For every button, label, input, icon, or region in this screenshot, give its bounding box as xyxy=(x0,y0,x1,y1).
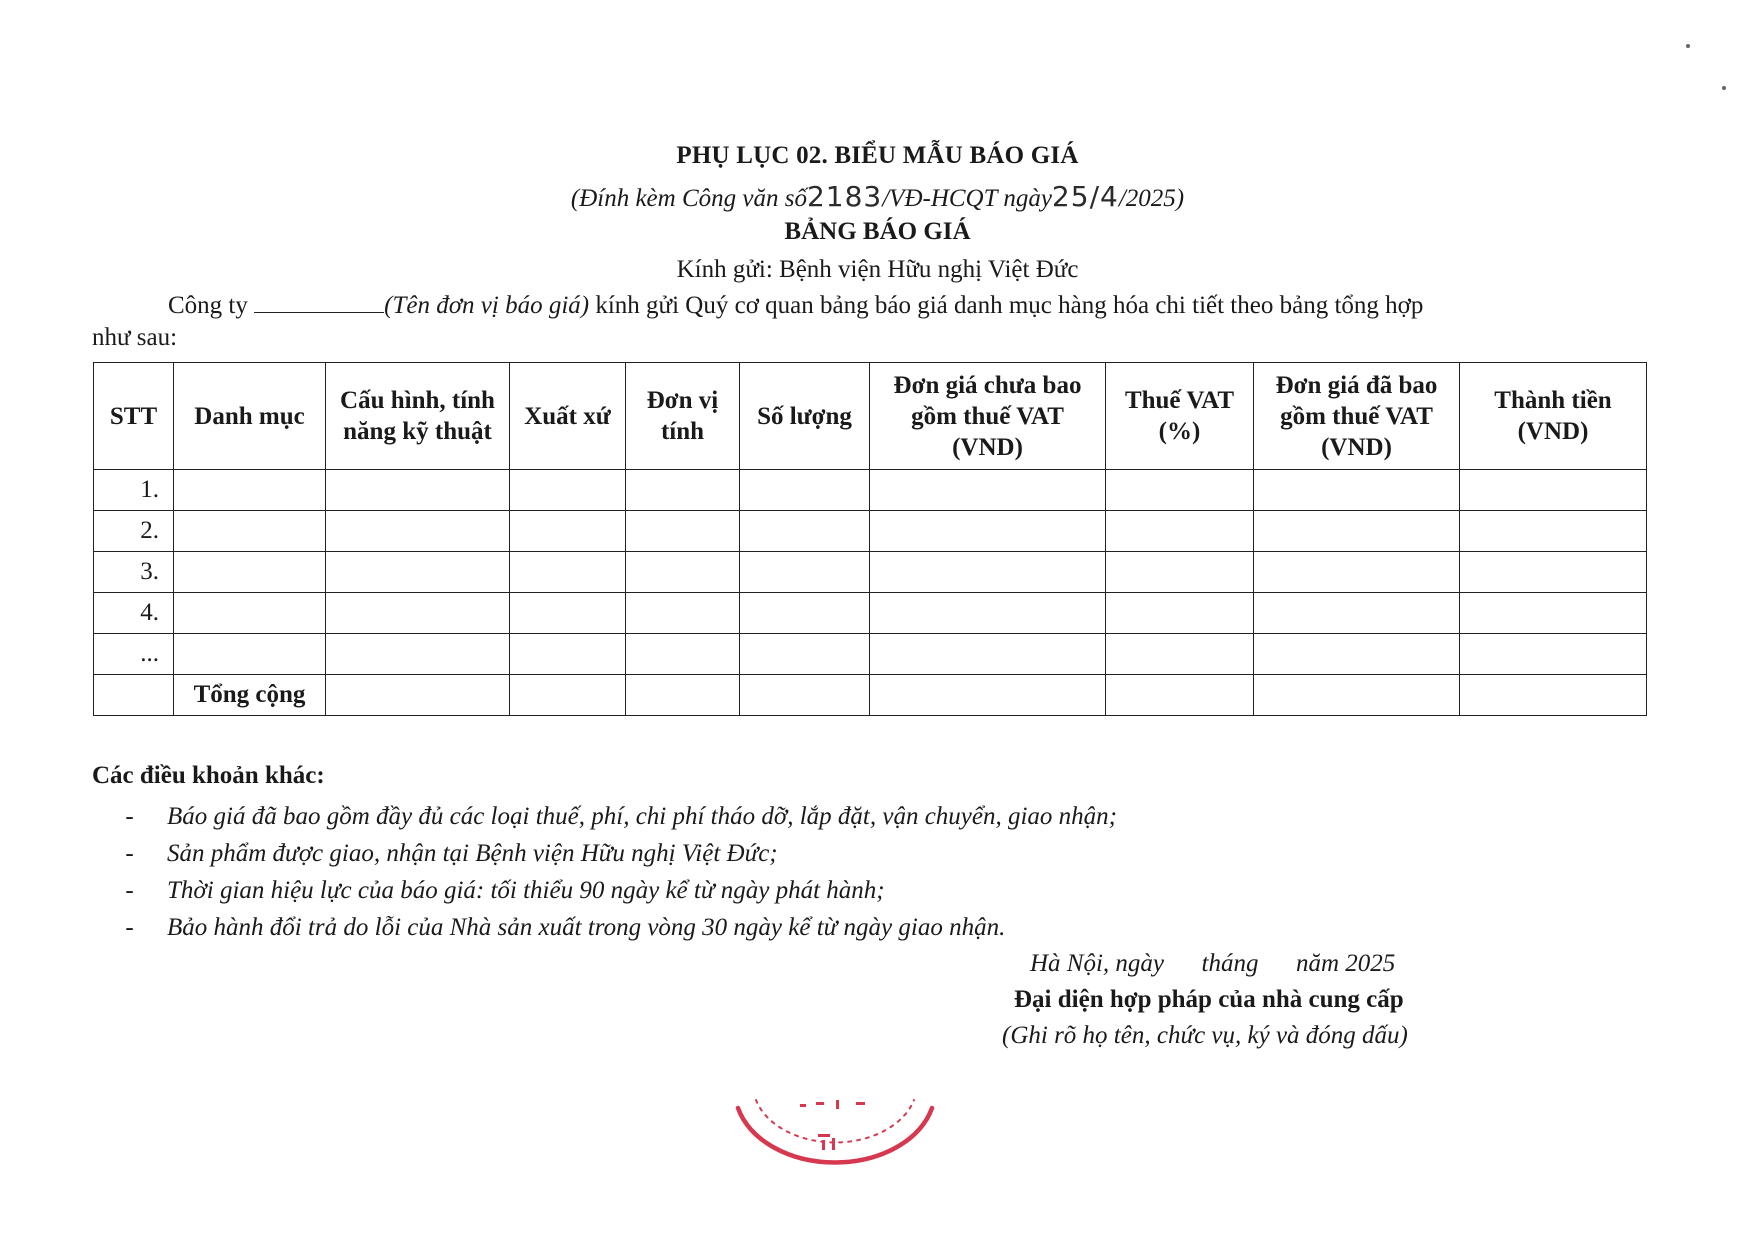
table-cell[interactable] xyxy=(1254,593,1460,634)
table-cell[interactable] xyxy=(1460,511,1647,552)
stamp-mark xyxy=(818,1134,830,1137)
table-row xyxy=(94,511,1647,552)
term-text: Báo giá đã bao gồm đầy đủ các loại thuế, phí, chi phí tháo dỡ, lắp đặt, vận chuyển, giao nhận; xyxy=(167,803,1118,830)
table-cell[interactable] xyxy=(326,470,510,511)
table-cell[interactable] xyxy=(174,511,326,552)
attachment-reference xyxy=(0,180,1755,213)
table-cell[interactable] xyxy=(326,552,510,593)
row-number: 3. xyxy=(94,552,174,593)
total-label: Tổng cộng xyxy=(174,675,326,716)
scan-speck xyxy=(1722,86,1726,90)
table-cell[interactable] xyxy=(1460,593,1647,634)
table-cell[interactable] xyxy=(174,552,326,593)
bullet-dash: - xyxy=(125,877,134,904)
table-cell[interactable] xyxy=(174,634,326,675)
intro-text: kính gửi Quý cơ quan bảng báo giá danh mục hàng hóa chi tiết theo bảng tổng hợp xyxy=(595,292,1424,319)
appendix-title: PHỤ LỤC 02. BIỂU MẪU BÁO GIÁ xyxy=(676,142,1079,169)
table-row xyxy=(94,634,1647,675)
table-cell[interactable] xyxy=(1106,511,1254,552)
bullet-dash: - xyxy=(125,840,134,867)
col-header-origin: Xuất xứ xyxy=(510,363,626,470)
list-item xyxy=(92,872,1117,909)
table-cell[interactable] xyxy=(1106,675,1254,716)
list-item xyxy=(92,798,1117,835)
table-cell[interactable] xyxy=(326,593,510,634)
table-cell[interactable] xyxy=(626,470,740,511)
table-cell[interactable] xyxy=(326,511,510,552)
col-header-specification: Cấu hình, tính năng kỹ thuật xyxy=(326,363,510,470)
quote-table xyxy=(93,362,1647,716)
stamp-mark xyxy=(836,1100,839,1109)
col-header-quantity: Số lượng xyxy=(740,363,870,470)
intro-paragraph xyxy=(168,292,1423,320)
handwritten-month: 4 xyxy=(1100,180,1119,213)
table-cell[interactable] xyxy=(326,675,510,716)
table-row xyxy=(94,593,1647,634)
stamp-mark xyxy=(856,1102,865,1105)
table-cell[interactable] xyxy=(740,470,870,511)
col-header-stt: STT xyxy=(94,363,174,470)
terms-list xyxy=(92,798,1117,946)
table-cell[interactable] xyxy=(1106,552,1254,593)
table-cell[interactable] xyxy=(1460,634,1647,675)
table-cell[interactable] xyxy=(510,634,626,675)
col-header-price-excl-vat: Đơn giá chưa bao gồm thuế VAT (VND) xyxy=(870,363,1106,470)
stamp-mark xyxy=(816,1102,824,1105)
company-name-blank[interactable] xyxy=(254,292,384,313)
total-row xyxy=(94,675,1647,716)
handwritten-day: 25 xyxy=(1051,180,1090,213)
table-cell[interactable] xyxy=(870,675,1106,716)
table-cell[interactable] xyxy=(510,470,626,511)
table-cell[interactable] xyxy=(1460,552,1647,593)
bullet-dash: - xyxy=(125,914,134,941)
list-item xyxy=(92,835,1117,872)
subtitle-middle: /VĐ-HCQT ngày xyxy=(882,185,1052,212)
row-number: 1. xyxy=(94,470,174,511)
col-header-price-incl-vat: Đơn giá đã bao gồm thuế VAT (VND) xyxy=(1254,363,1460,470)
table-cell[interactable] xyxy=(870,593,1106,634)
subtitle-prefix: (Đính kèm Công văn số xyxy=(570,185,807,212)
table-cell[interactable] xyxy=(1254,511,1460,552)
table-cell[interactable] xyxy=(1106,470,1254,511)
table-cell[interactable] xyxy=(870,552,1106,593)
row-number: 2. xyxy=(94,511,174,552)
place-date-line: Hà Nội, ngày tháng năm 2025 xyxy=(1030,950,1396,977)
row-number: ... xyxy=(94,634,174,675)
table-cell[interactable] xyxy=(740,634,870,675)
table-cell[interactable] xyxy=(626,552,740,593)
table-cell[interactable] xyxy=(510,593,626,634)
company-placeholder: (Tên đơn vị báo giá) xyxy=(384,292,590,319)
table-cell[interactable] xyxy=(1254,675,1460,716)
representative-title: Đại diện hợp pháp của nhà cung cấp xyxy=(1014,986,1404,1013)
quote-heading: BẢNG BÁO GIÁ xyxy=(784,218,971,245)
table-cell[interactable] xyxy=(870,470,1106,511)
recipient-line: Kính gửi: Bệnh viện Hữu nghị Việt Đức xyxy=(676,256,1079,283)
table-cell[interactable] xyxy=(1254,552,1460,593)
subtitle-suffix: /2025) xyxy=(1118,185,1185,212)
table-cell[interactable] xyxy=(626,593,740,634)
table-cell[interactable] xyxy=(1106,593,1254,634)
table-cell[interactable] xyxy=(174,470,326,511)
table-cell[interactable] xyxy=(1254,470,1460,511)
red-stamp-partial xyxy=(720,1080,940,1180)
table-row xyxy=(94,552,1647,593)
stamp-mark xyxy=(822,1140,825,1150)
table-row xyxy=(94,470,1647,511)
company-label: Công ty xyxy=(168,292,248,319)
table-cell[interactable] xyxy=(870,511,1106,552)
table-header-row xyxy=(94,363,1647,470)
col-header-category: Danh mục xyxy=(174,363,326,470)
table-cell[interactable] xyxy=(740,552,870,593)
col-header-vat-rate: Thuế VAT (%) xyxy=(1106,363,1254,470)
table-cell[interactable] xyxy=(1460,470,1647,511)
list-item xyxy=(92,909,1117,946)
table-cell[interactable] xyxy=(626,511,740,552)
table-cell[interactable] xyxy=(510,552,626,593)
table-cell[interactable] xyxy=(870,634,1106,675)
representative-note: (Ghi rõ họ tên, chức vụ, ký và đóng dấu) xyxy=(1002,1022,1408,1049)
stamp-inner-arc xyxy=(756,1100,914,1142)
col-header-amount: Thành tiền (VND) xyxy=(1460,363,1647,470)
intro-continuation: như sau: xyxy=(92,324,178,351)
scan-speck xyxy=(1686,44,1690,48)
bullet-dash: - xyxy=(125,803,134,830)
table-cell[interactable] xyxy=(626,634,740,675)
term-text: Sản phẩm được giao, nhận tại Bệnh viện Hữu nghị Việt Đức; xyxy=(167,840,778,867)
terms-title: Các điều khoản khác: xyxy=(92,762,325,789)
table-cell[interactable] xyxy=(1460,675,1647,716)
handwritten-document-number: 2183 xyxy=(806,180,883,213)
table-cell[interactable] xyxy=(510,675,626,716)
stamp-mark xyxy=(800,1104,806,1107)
col-header-unit: Đơn vị tính xyxy=(626,363,740,470)
row-number: 4. xyxy=(94,593,174,634)
term-text: Bảo hành đổi trả do lỗi của Nhà sản xuất trong vòng 30 ngày kể từ ngày giao nhận. xyxy=(167,914,1006,941)
table-cell[interactable] xyxy=(326,634,510,675)
table-cell xyxy=(94,675,174,716)
table-cell[interactable] xyxy=(740,511,870,552)
handwritten-separator: / xyxy=(1089,180,1100,213)
table-cell[interactable] xyxy=(740,675,870,716)
table-cell[interactable] xyxy=(510,511,626,552)
table-cell[interactable] xyxy=(174,593,326,634)
table-cell[interactable] xyxy=(740,593,870,634)
stamp-mark xyxy=(832,1138,835,1150)
table-cell[interactable] xyxy=(1254,634,1460,675)
table-cell[interactable] xyxy=(1106,634,1254,675)
table-cell[interactable] xyxy=(626,675,740,716)
term-text: Thời gian hiệu lực của báo giá: tối thiểu 90 ngày kể từ ngày phát hành; xyxy=(167,877,885,904)
